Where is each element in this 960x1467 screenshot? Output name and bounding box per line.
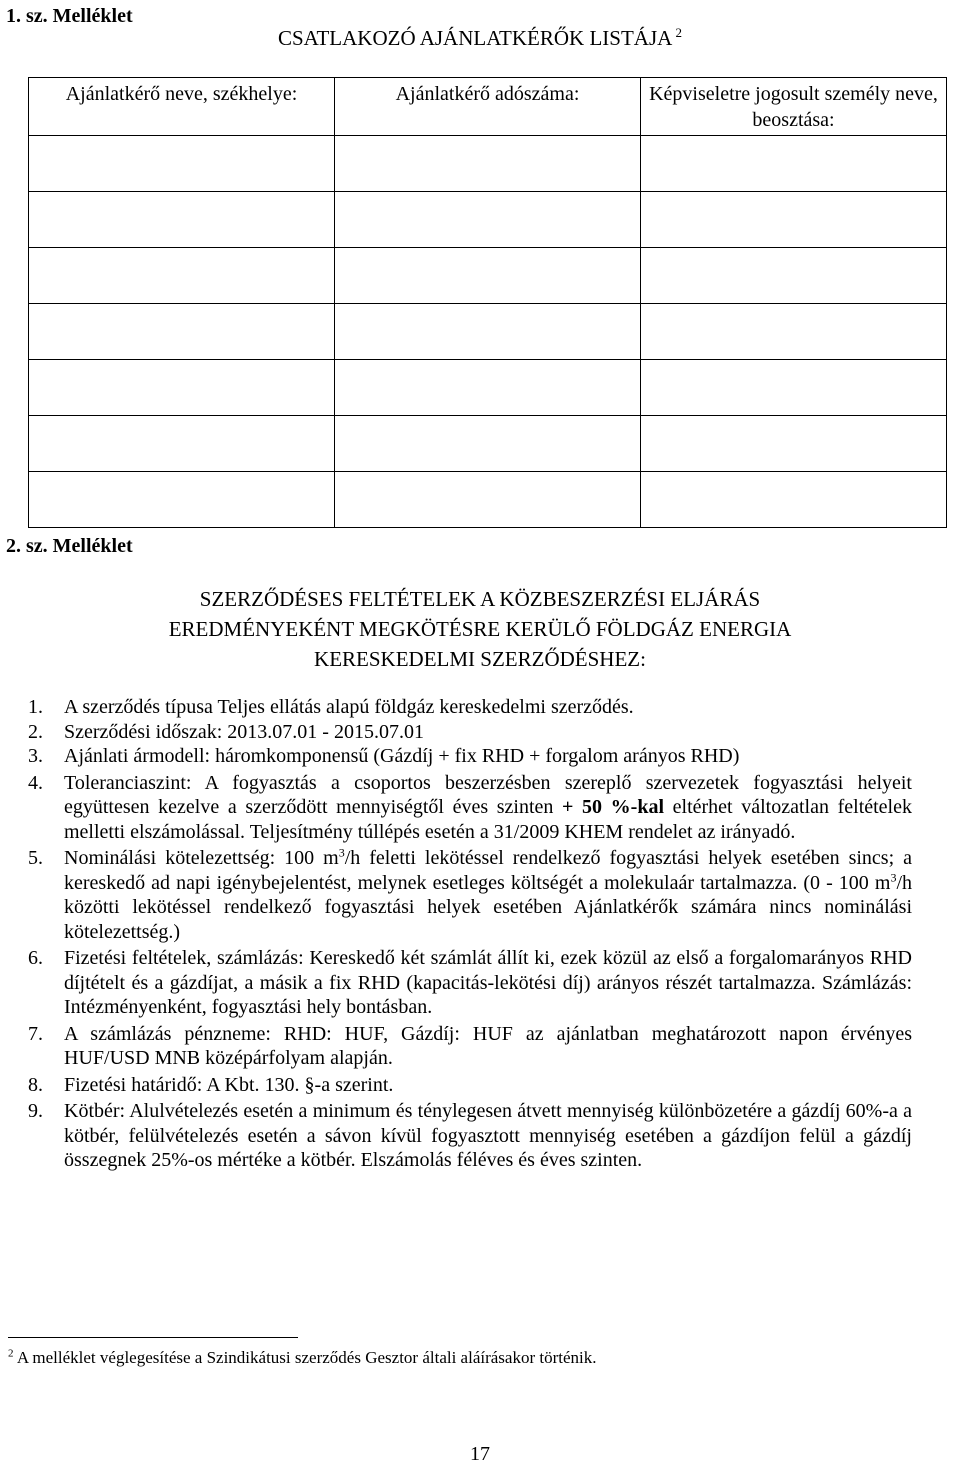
footnote-text: A melléklet véglegesítése a Szindikátusi szerződés Gesztor általi aláírásakor történik. xyxy=(16,1348,597,1367)
table-cell[interactable] xyxy=(335,136,641,192)
table-row xyxy=(29,136,947,192)
list-item-text: Szerződési időszak: 2013.07.01 - 2015.07.01 xyxy=(64,720,424,743)
page-number: 17 xyxy=(470,1443,490,1465)
table-row xyxy=(29,416,947,472)
footnote xyxy=(8,1348,597,1368)
list-item-number: 1. xyxy=(28,696,43,718)
footnote-separator xyxy=(8,1337,298,1338)
table-cell[interactable] xyxy=(335,416,641,472)
list-item-number: 5. xyxy=(28,847,43,869)
table-cell[interactable] xyxy=(641,416,947,472)
list-item-text: Ajánlati ármodell: háromkomponensű (Gázdíj + fix RHD + forgalom arányos RHD) xyxy=(64,745,740,767)
table-row xyxy=(29,248,947,304)
contract-terms-list xyxy=(28,695,912,1173)
table-cell[interactable] xyxy=(335,248,641,304)
table-header-representative: Képviseletre jogosult személy neve, beosztása: xyxy=(641,78,947,136)
table-cell[interactable] xyxy=(641,304,947,360)
table-cell[interactable] xyxy=(29,136,335,192)
annex-1-title xyxy=(0,26,960,51)
table-cell[interactable] xyxy=(641,136,947,192)
table-row xyxy=(29,192,947,248)
list-item-text: Fizetési feltételek, számlázás: Kereskedő két számlát állít ki, ezek közül az első a forgalomarányos RHD díjtételt és a gázdíjat, a másik a fix RHD (kapacitás-lekötési díj) arányos részét tartalmazza. Számlázás: Intézményenként, fogyasztási hely bontásban. xyxy=(64,947,912,1018)
table-cell[interactable] xyxy=(29,304,335,360)
table-cell[interactable] xyxy=(641,192,947,248)
footnote-reference: 2 xyxy=(675,25,683,40)
annex-2-title-line: SZERZŐDÉSES FELTÉTELEK A KÖZBESZERZÉSI ELJÁRÁS xyxy=(199,587,761,611)
table-cell[interactable] xyxy=(29,248,335,304)
table-cell[interactable] xyxy=(641,472,947,528)
list-item xyxy=(28,1022,912,1071)
table-cell[interactable] xyxy=(335,360,641,416)
table-cell[interactable] xyxy=(29,416,335,472)
table-cell[interactable] xyxy=(29,472,335,528)
list-item-number: 3. xyxy=(28,745,43,767)
annex-1-title-text: CSATLAKOZÓ AJÁNLATKÉRŐK LISTÁJA xyxy=(277,26,673,50)
list-item xyxy=(28,846,912,944)
annex-2-label: 2. sz. Melléklet xyxy=(6,535,133,557)
list-item xyxy=(28,744,912,769)
table-cell[interactable] xyxy=(29,192,335,248)
footnote-number: 2 xyxy=(8,1347,14,1360)
list-item-number: 7. xyxy=(28,1022,43,1045)
list-item xyxy=(28,720,912,745)
table-header-row xyxy=(29,78,947,136)
list-item xyxy=(28,695,912,720)
table-row xyxy=(29,472,947,528)
annex-2-title-line: KERESKEDELMI SZERZŐDÉSHEZ: xyxy=(314,647,646,671)
table-cell[interactable] xyxy=(335,192,641,248)
list-item-text: Toleranciaszint: A fogyasztás a csoportos beszerzésben szereplő szervezetek fogyasztási helyeit együttesen kezelve a szerződött mennyiségtől éves szinten + 50 %-kal eltérhet változatlan feltételek melletti elszámolással. Teljesítmény túllépés esetén a 31/2009 KHEM rendelet az irányadó. xyxy=(64,771,912,843)
list-item-number: 9. xyxy=(28,1100,43,1122)
list-item-text: Fizetési határidő: A Kbt. 130. §-a szerint. xyxy=(64,1073,394,1096)
list-item-text: A szerződés típusa Teljes ellátás alapú földgáz kereskedelmi szerződés. xyxy=(64,696,634,718)
contracting-authorities-table xyxy=(28,77,947,528)
table-row xyxy=(29,304,947,360)
table-header-tax-number: Ajánlatkérő adószáma: xyxy=(335,78,641,136)
list-item xyxy=(28,1073,912,1098)
list-item-text: Kötbér: Alulvételezés esetén a minimum és ténylegesen átvett mennyiség különbözetére a gázdíj 60%-a a kötbér, felülvételezés esetén a sávon kívül fogyasztott mennyiség esetében a gázdíjon felül a gázdíj összegnek 25%-os mértéke a kötbér. Elszámolás féléves és éves szinten. xyxy=(64,1100,912,1171)
table-cell[interactable] xyxy=(335,304,641,360)
table-cell[interactable] xyxy=(641,360,947,416)
list-item-number: 8. xyxy=(28,1073,43,1096)
list-item-text: Nominálási kötelezettség: 100 $m^3/h$ feletti lekötéssel rendelkező fogyasztási helyek esetében sincs; a kereskedő ad napi igénybejelentést, melynek esetleges költségét a molekulaár tartalmazza. (0 - 100 $m^3/h$ közötti lekötéssel rendelkező fogyasztási helyek esetében Ajánlatkérők számára nincs nominálási kötelezettség.) xyxy=(64,845,912,943)
table-cell[interactable] xyxy=(29,360,335,416)
annex-2-title xyxy=(0,584,960,674)
list-item-number: 6. xyxy=(28,947,43,969)
table-row xyxy=(29,360,947,416)
table-cell[interactable] xyxy=(335,472,641,528)
list-item-number: 4. xyxy=(28,771,43,794)
tolerance-value: + 50 %-kal xyxy=(562,796,665,818)
annex-2-title-line: EREDMÉNYEKÉNT MEGKÖTÉSRE KERÜLŐ FÖLDGÁZ ENERGIA xyxy=(168,617,792,641)
table-header-name: Ajánlatkérő neve, székhelye: xyxy=(29,78,335,136)
list-item xyxy=(28,771,912,845)
list-item-text: A számlázás pénzneme: RHD: HUF, Gázdíj: HUF az ajánlatban meghatározott napon érvényes HUF/USD MNB középárfolyam alapján. xyxy=(64,1022,912,1069)
list-item xyxy=(28,1099,912,1173)
list-item-number: 2. xyxy=(28,720,43,743)
annex-1-label: 1. sz. Melléklet xyxy=(6,5,133,27)
table-cell[interactable] xyxy=(641,248,947,304)
list-item xyxy=(28,946,912,1020)
